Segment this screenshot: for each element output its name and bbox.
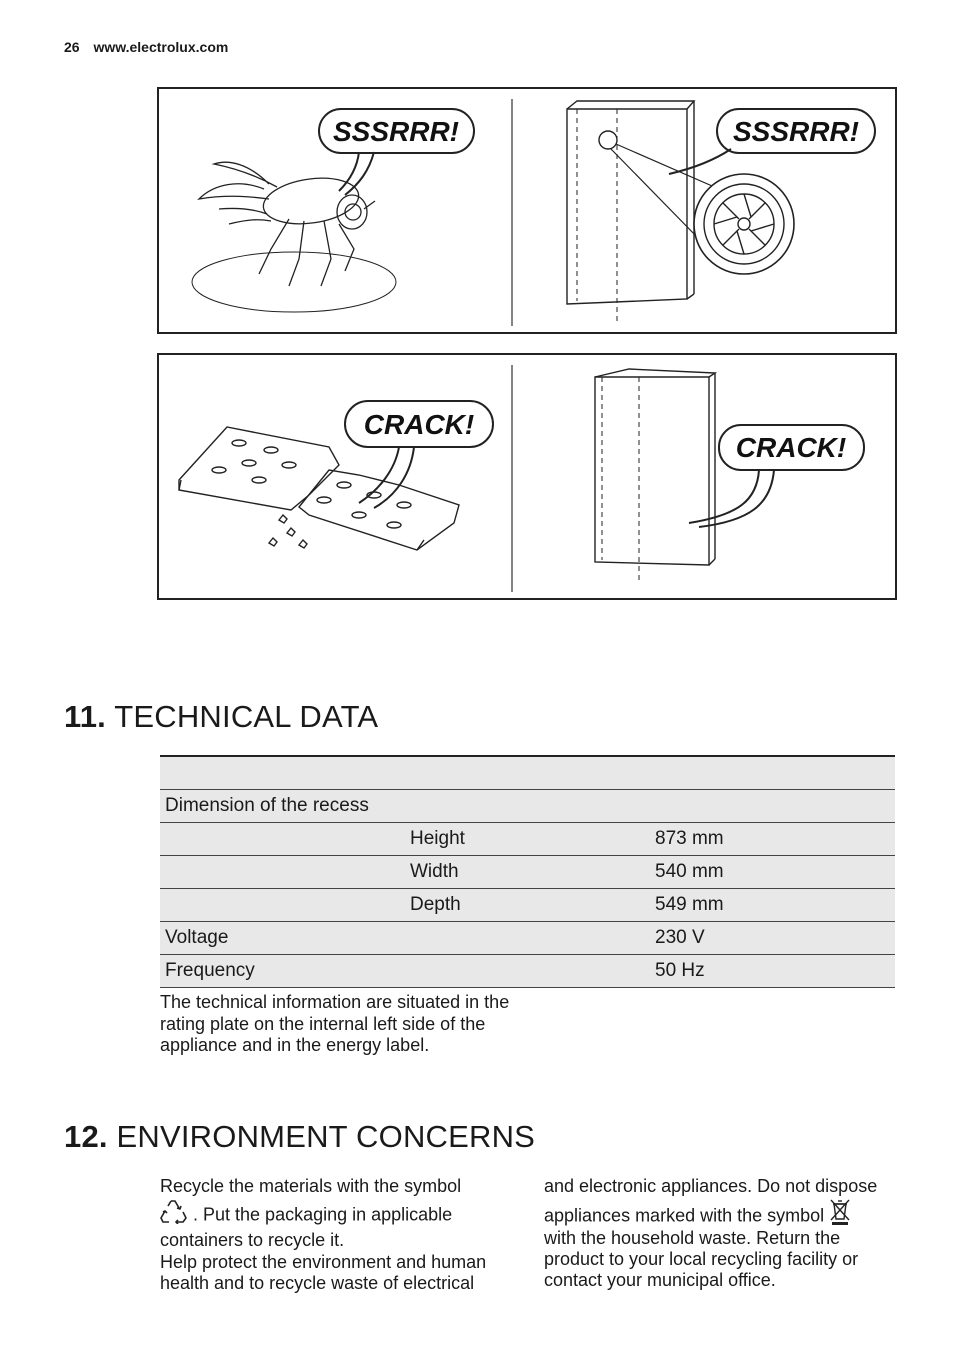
row-label: Voltage (160, 922, 405, 955)
bubble-text-crack-left: CRACK! (363, 409, 475, 440)
technical-data-note: The technical information are situated in the rating plate on the internal left side of the appliance and in the energy label. (160, 992, 510, 1055)
env-text: . Put the packaging in applicable (193, 1204, 453, 1225)
env-text-line-with-icon (160, 1198, 520, 1228)
env-text-line: Recycle the materials with the symbol (160, 1176, 462, 1196)
environment-heading (64, 1119, 535, 1155)
row-label: Frequency (160, 955, 405, 988)
row-label (160, 856, 405, 889)
illustration-noise-crack (157, 353, 897, 600)
illustration-crack-drawing (159, 355, 899, 602)
row-sublabel: Width (405, 856, 650, 889)
row-value (650, 756, 895, 790)
page-header (64, 39, 228, 55)
environment-column-right (544, 1174, 899, 1291)
env-text-line: containers to recycle it. (160, 1230, 345, 1250)
section-number: 11. (64, 699, 106, 734)
table-row (160, 823, 895, 856)
env-text-line-with-icon (544, 1198, 899, 1228)
table-row (160, 856, 895, 889)
section-title: TECHNICAL DATA (114, 699, 379, 734)
technical-data-heading (64, 699, 378, 735)
bubble-text-hiss-left: SSSRRR! (332, 116, 460, 147)
row-sublabel: Depth (405, 889, 650, 922)
page-number: 26 (64, 39, 80, 55)
illustration-hiss-drawing (159, 89, 899, 336)
row-value (650, 790, 895, 823)
row-sublabel: Height (405, 823, 650, 856)
row-value: 540 mm (650, 856, 895, 889)
illustration-noise-hiss (157, 87, 897, 334)
section-title: ENVIRONMENT CONCERNS (116, 1119, 536, 1154)
bubble-text-crack-right: CRACK! (735, 432, 847, 463)
table-row (160, 790, 895, 823)
row-sublabel (405, 922, 650, 955)
env-text-line: and electronic appliances. Do not dispose (544, 1176, 878, 1196)
row-label: Dimension of the recess (160, 790, 650, 823)
row-value: 230 V (650, 922, 895, 955)
table-row (160, 756, 895, 790)
row-sublabel (405, 955, 650, 988)
table-row (160, 922, 895, 955)
row-label (160, 756, 405, 790)
row-value: 873 mm (650, 823, 895, 856)
row-label (160, 889, 405, 922)
environment-column-left (160, 1174, 520, 1294)
row-sublabel (405, 756, 650, 790)
row-value: 549 mm (650, 889, 895, 922)
freezer-icon (595, 369, 715, 583)
table-row (160, 889, 895, 922)
env-text: appliances marked with the symbol (544, 1205, 825, 1226)
env-paragraph: with the household waste. Return the product to your local recycling facility or contact your municipal office. (544, 1228, 859, 1290)
row-value: 50 Hz (650, 955, 895, 988)
website-link[interactable]: www.electrolux.com (93, 39, 229, 55)
bubble-text-hiss-right: SSSRRR! (732, 116, 860, 147)
table-row (160, 955, 895, 988)
fly-icon (192, 162, 396, 312)
env-paragraph: Help protect the environment and human health and to recycle waste of electrical (160, 1252, 487, 1293)
technical-data-table (160, 755, 895, 988)
row-label (160, 823, 405, 856)
section-number: 12. (64, 1119, 108, 1154)
